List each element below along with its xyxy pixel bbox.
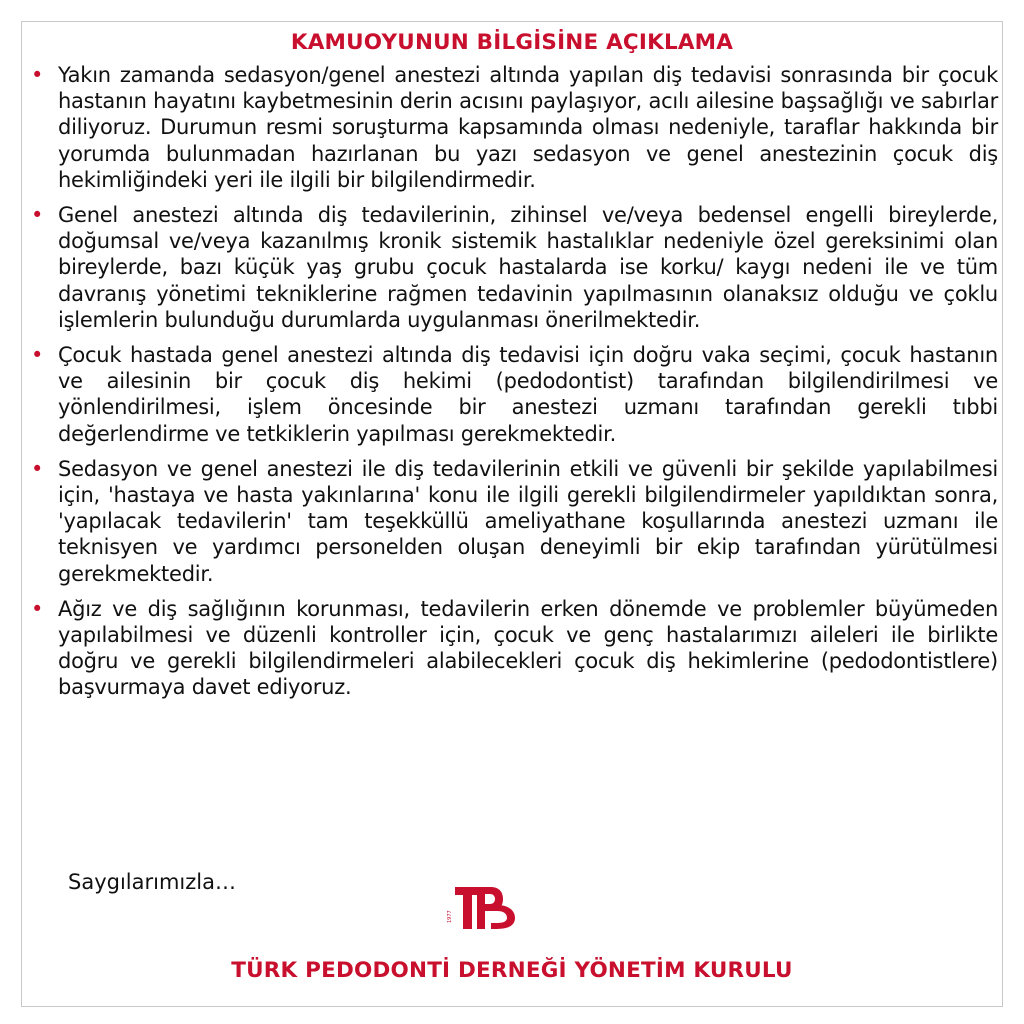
page-title: KAMUOYUNUN BİLGİSİNE AÇIKLAMA [290,30,734,55]
bullet-icon: • [31,596,44,621]
logo-year: 1977 [447,910,453,923]
announcement-frame [21,21,1003,1007]
list-item [28,342,998,447]
paragraph-text: Genel anestezi altında diş tedavilerinin, zihinsel ve/veya bedensel engelli bireylerde, doğumsal ve/veya kazanılmış kronik sistemik hastalıklar nedeniyle özel gereksinimi olan bireylerde, bazı küçük yaş grubu çocuk hastalarda ise korku/ kaygı nedeni ile ve tüm davranış yönetimi tekniklerine rağmen tedavinin yapılmasının olanaksız olduğu ve çoklu işlemlerin bulunduğu durumlarda uygulanması önerilmektedir. [58,203,998,332]
bullet-icon: • [31,63,44,87]
bullet-icon: • [31,456,44,481]
list-item [28,456,998,587]
bullet-list [28,62,998,710]
tpd-logo-icon [447,883,519,933]
signature: TÜRK PEDODONTİ DERNEĞİ YÖNETİM KURULU [231,958,793,983]
paragraph-text: Yakın zamanda sedasyon/genel anestezi altında yapılan diş tedavisi sonrasında bir çocuk hastanın hayatını kaybetmesinin derin acısını paylaşıyor, acılı ailesine başsağlığı ve sabırlar diliyoruz. Durumun resmi soruşturma kapsamında olması nedeniyle, taraflar hakkında bir yorumda bulunmadan hazırlanan bu yazı sedasyon ve genel anestezinin çocuk diş hekimliğindeki yeri ile ilgili bir bilgilendirmedir. [58,63,998,192]
list-item [28,202,998,333]
list-item [28,596,998,701]
logo-letter-d [491,905,515,929]
bullet-icon: • [31,343,44,368]
logo-letter-t [455,887,480,929]
paragraph-text: Çocuk hastada genel anestezi altında diş tedavisi için doğru vaka seçimi, çocuk hastanın ve ailesinin bir çocuk diş hekimi (pedodontist) tarafından bilgilendirilmesi ve yönlendirilmesi, işlem öncesinde bir anestezi uzmanı tarafından gerekli tıbbi değerlendirme ve tetkiklerin yapılması gerekmektedir. [58,343,998,446]
bullet-icon: • [31,203,44,228]
paragraph-text: Sedasyon ve genel anestezi ile diş tedavilerinin etkili ve güvenli bir şekilde yapılabilmesi için, 'hastaya ve hasta yakınlarına' konu ile ilgili gerekli bilgilendirmeler yapıldıktan sonra, 'yapılacak tedavilerin' tam teşekküllü ameliyathane koşullarında anestezi uzmanı ile teknisyen ve yardımcı personelden oluşan deneyimli bir ekip tarafından yürütülmesi gerekmektedir. [58,456,998,586]
closing-text: Saygılarımızla… [68,870,236,894]
list-item [28,62,998,193]
paragraph-text: Ağız ve diş sağlığının korunması, tedavilerin erken dönemde ve problemler büyümeden yapılabilmesi ve düzenli kontroller için, çocuk ve genç hastalarımızı aileleri ile birlikte doğru ve gerekli bilgilendirmeleri alabilecekleri çocuk diş hekimlerine (pedodontistlere) başvurmaya davet ediyoruz. [58,596,998,700]
